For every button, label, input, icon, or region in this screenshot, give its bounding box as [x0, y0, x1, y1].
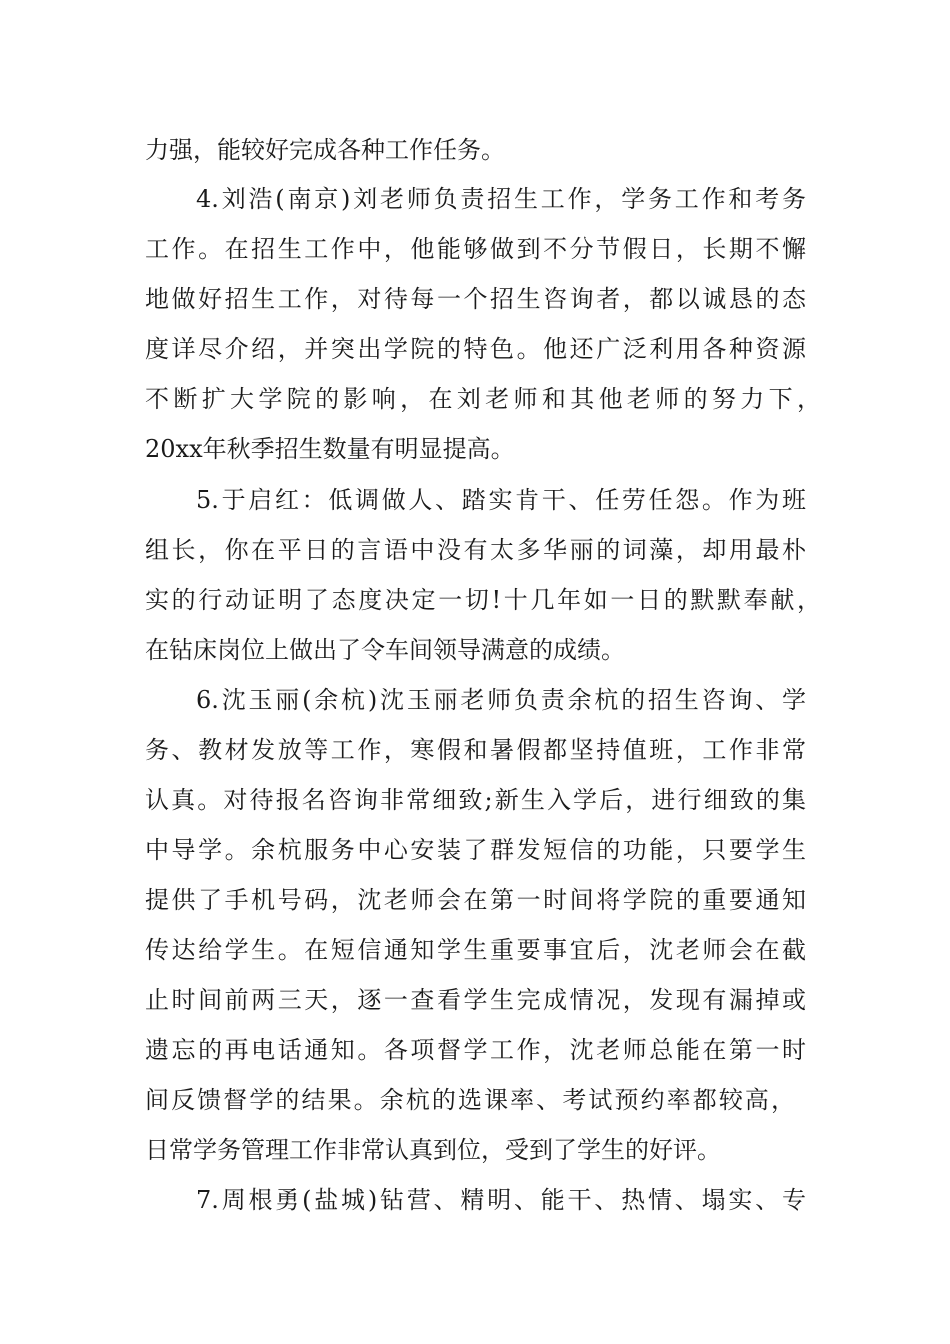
line-text: 4.刘浩(南京)刘老师负责招生工作，学务工作和考务: [196, 185, 806, 213]
line-text: 遗忘的再电话通知。各项督学工作，沈老师总能在第一时: [145, 1036, 806, 1064]
line-text: 日常学务管理工作非常认真到位，受到了学生的好评。: [145, 1136, 721, 1164]
line-text: 提供了手机号码，沈老师会在第一时间将学院的重要通知: [145, 886, 806, 914]
text-line: [0, 1032, 950, 1068]
line-text: 地做好招生工作，对待每一个招生咨询者，都以诚恳的态: [145, 285, 806, 313]
text-line: [0, 732, 950, 768]
paragraph-5-first-line: [0, 482, 950, 518]
line-text: 度详尽介绍，并突出学院的特色。他还广泛利用各种资源: [145, 335, 806, 363]
line-text: 传达给学生。在短信通知学生重要事宜后，沈老师会在截: [145, 936, 806, 964]
text-line: [0, 932, 950, 968]
text-line: [0, 582, 950, 618]
line-text: 间反馈督学的结果。余杭的选课率、考试预约率都较高，: [145, 1086, 795, 1114]
line-text: 组长，你在平日的言语中没有太多华丽的词藻，却用最朴: [145, 536, 806, 564]
line-text: 实的行动证明了态度决定一切!十几年如一日的默默奉献，: [145, 586, 821, 614]
text-line: [0, 1132, 950, 1168]
paragraph-7-first-line: [0, 1182, 950, 1218]
line-text: 7.周根勇(盐城)钻营、精明、能干、热情、塌实、专: [196, 1186, 806, 1214]
text-line: [0, 532, 950, 568]
line-text: 中导学。余杭服务中心安装了群发短信的功能，只要学生: [145, 836, 806, 864]
text-line: [0, 832, 950, 868]
line-text: 认真。对待报名咨询非常细致;新生入学后，进行细致的集: [145, 786, 806, 814]
paragraph-6-first-line: [0, 682, 950, 718]
line-text: 务、教材发放等工作，寒假和暑假都坚持值班，工作非常: [145, 736, 806, 764]
text-line: [0, 132, 950, 168]
paragraph-4-first-line: [0, 181, 950, 217]
text-line: [0, 331, 950, 367]
text-line: [0, 882, 950, 918]
line-text: 在钻床岗位上做出了令车间领导满意的成绩。: [145, 636, 625, 664]
text-line: [0, 782, 950, 818]
text-line: [0, 632, 950, 668]
line-text: 6.沈玉丽(余杭)沈玉丽老师负责余杭的招生咨询、学: [196, 686, 806, 714]
text-line: [0, 1082, 950, 1118]
line-text: 不断扩大学院的影响，在刘老师和其他老师的努力下，: [145, 385, 821, 413]
line-text: 工作。在招生工作中，他能够做到不分节假日，长期不懈: [145, 235, 806, 263]
line-text: 20xx年秋季招生数量有明显提高。: [145, 435, 515, 463]
line-text: 5.于启红：低调做人、踏实肯干、任劳任怨。作为班: [196, 486, 806, 514]
text-line: [0, 381, 950, 417]
text-line: [0, 982, 950, 1018]
line-text: 止时间前两三天，逐一查看学生完成情况，发现有漏掉或: [145, 986, 806, 1014]
line-text: 力强，能较好完成各种工作任务。: [145, 136, 505, 164]
text-line: [0, 281, 950, 317]
text-line: [0, 431, 950, 467]
text-line: [0, 231, 950, 267]
